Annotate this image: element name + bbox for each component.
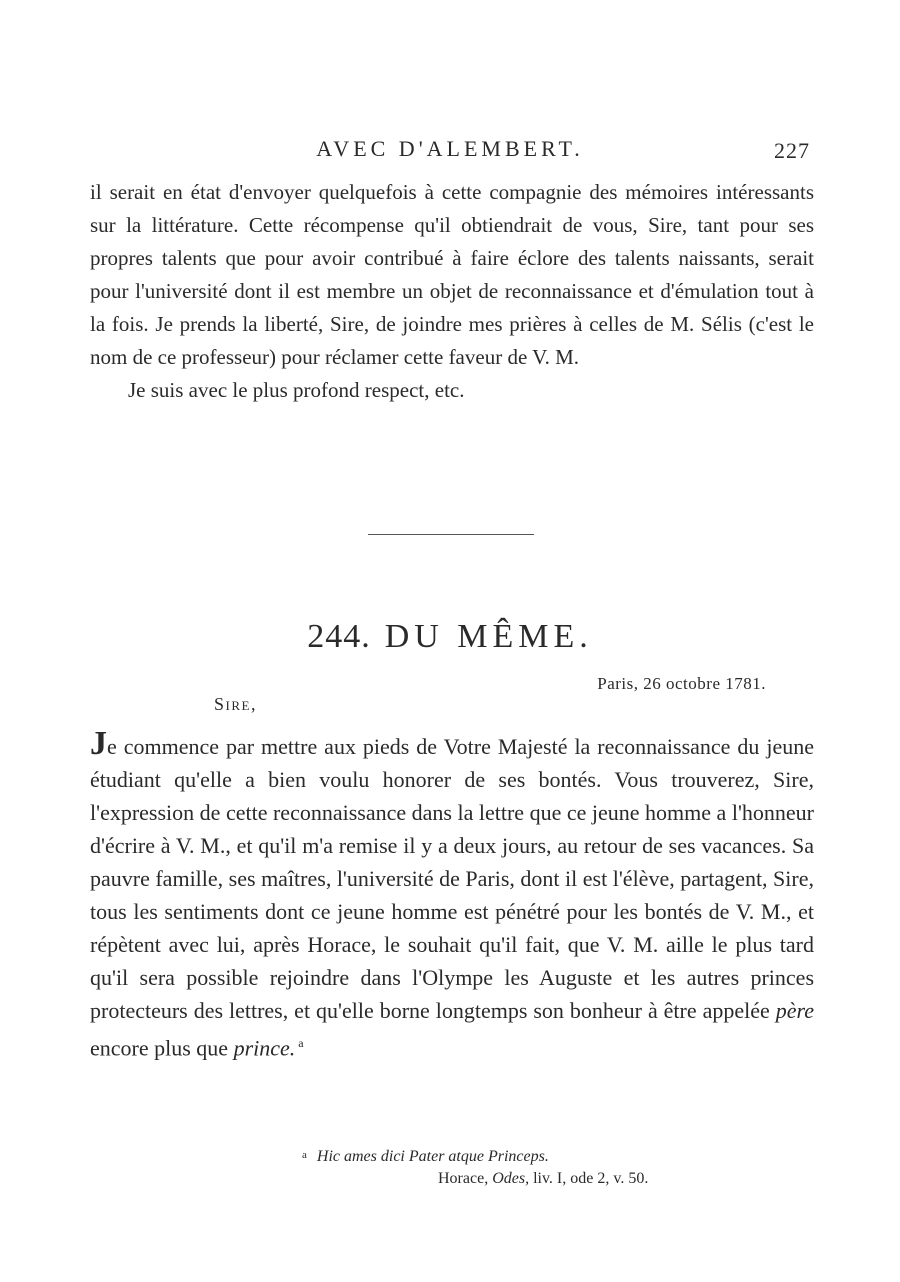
cite-work: Odes, bbox=[492, 1170, 530, 1187]
italic-word: père bbox=[775, 998, 815, 1023]
letter-number: 244. bbox=[307, 618, 371, 655]
closing-formula: Je suis avec le plus profond respect, etc. bbox=[128, 378, 465, 402]
footnote-reference: a bbox=[298, 1036, 304, 1050]
paragraph bbox=[90, 725, 815, 1064]
continued-letter-text bbox=[90, 176, 814, 407]
cite-author: Horace, bbox=[438, 1170, 489, 1187]
dateline: Paris, 26 octobre 1781. bbox=[597, 674, 766, 693]
body-text: e commence par mettre aux pieds de Votre Majesté la reconnaissance du jeune étudiant qu'elle a bien voulu honorer de ses bontés. Vous trouverez, Sire, l'expression de cette reconnaissance dans la lettre que ce jeune homme a l'honneur d'écrire à V. M., et qu'il m'a remise il y a deux jours, au retour de ses vacances. Sa pauvre famille, ses maîtres, l'université de Paris, dont il est l'élève, partagent, Sire, tous les sentiments dont ce jeune homme est pénétré pour les bontés de V. M., et répètent avec lui, après Horace, le souhait qu'il fait, que V. M. aille le plus tard qu'il sera possible rejoindre dans l'Olympe les Auguste et les autres princes protecteurs des lettres, et qu'elle borne longtemps son bonheur à être appelée bbox=[90, 734, 814, 1023]
footnote-quote bbox=[302, 1148, 549, 1166]
footnote-mark: a bbox=[302, 1149, 307, 1161]
running-title: AVEC D'ALEMBERT. bbox=[316, 136, 584, 161]
quote-text: Hic ames dici Pater atque Princeps. bbox=[316, 1148, 549, 1165]
letter-title: DU MÊME. bbox=[384, 618, 593, 655]
italic-word: prince. bbox=[233, 1035, 296, 1061]
page-number: 227 bbox=[774, 138, 810, 163]
paragraph: il serait en état d'envoyer quelquefois à cette compagnie des mémoires intéressants sur la littérature. Cette récompense qu'il obtiendrait de vous, Sire, tant pour ses propres talents que pour avoir contribué à faire éclore des talents naissants, serait pour l'université dont il est membre un objet de reconnaissance et d'émulation tout à la fois. Je prends la liberté, Sire, de joindre mes prières à celles de M. Sélis (c'est le nom de ce professeur) pour réclamer cette faveur de V. M. bbox=[90, 180, 814, 369]
running-head bbox=[0, 136, 900, 166]
footnote-citation bbox=[438, 1170, 648, 1188]
cite-location: liv. I, ode 2, v. 50. bbox=[533, 1170, 649, 1187]
section-divider bbox=[368, 534, 534, 535]
drop-cap: J bbox=[90, 725, 107, 762]
body-text: encore plus que bbox=[90, 1035, 229, 1061]
salutation: Sire, bbox=[214, 694, 257, 714]
letter-body bbox=[90, 725, 815, 1064]
letter-heading bbox=[0, 618, 900, 656]
